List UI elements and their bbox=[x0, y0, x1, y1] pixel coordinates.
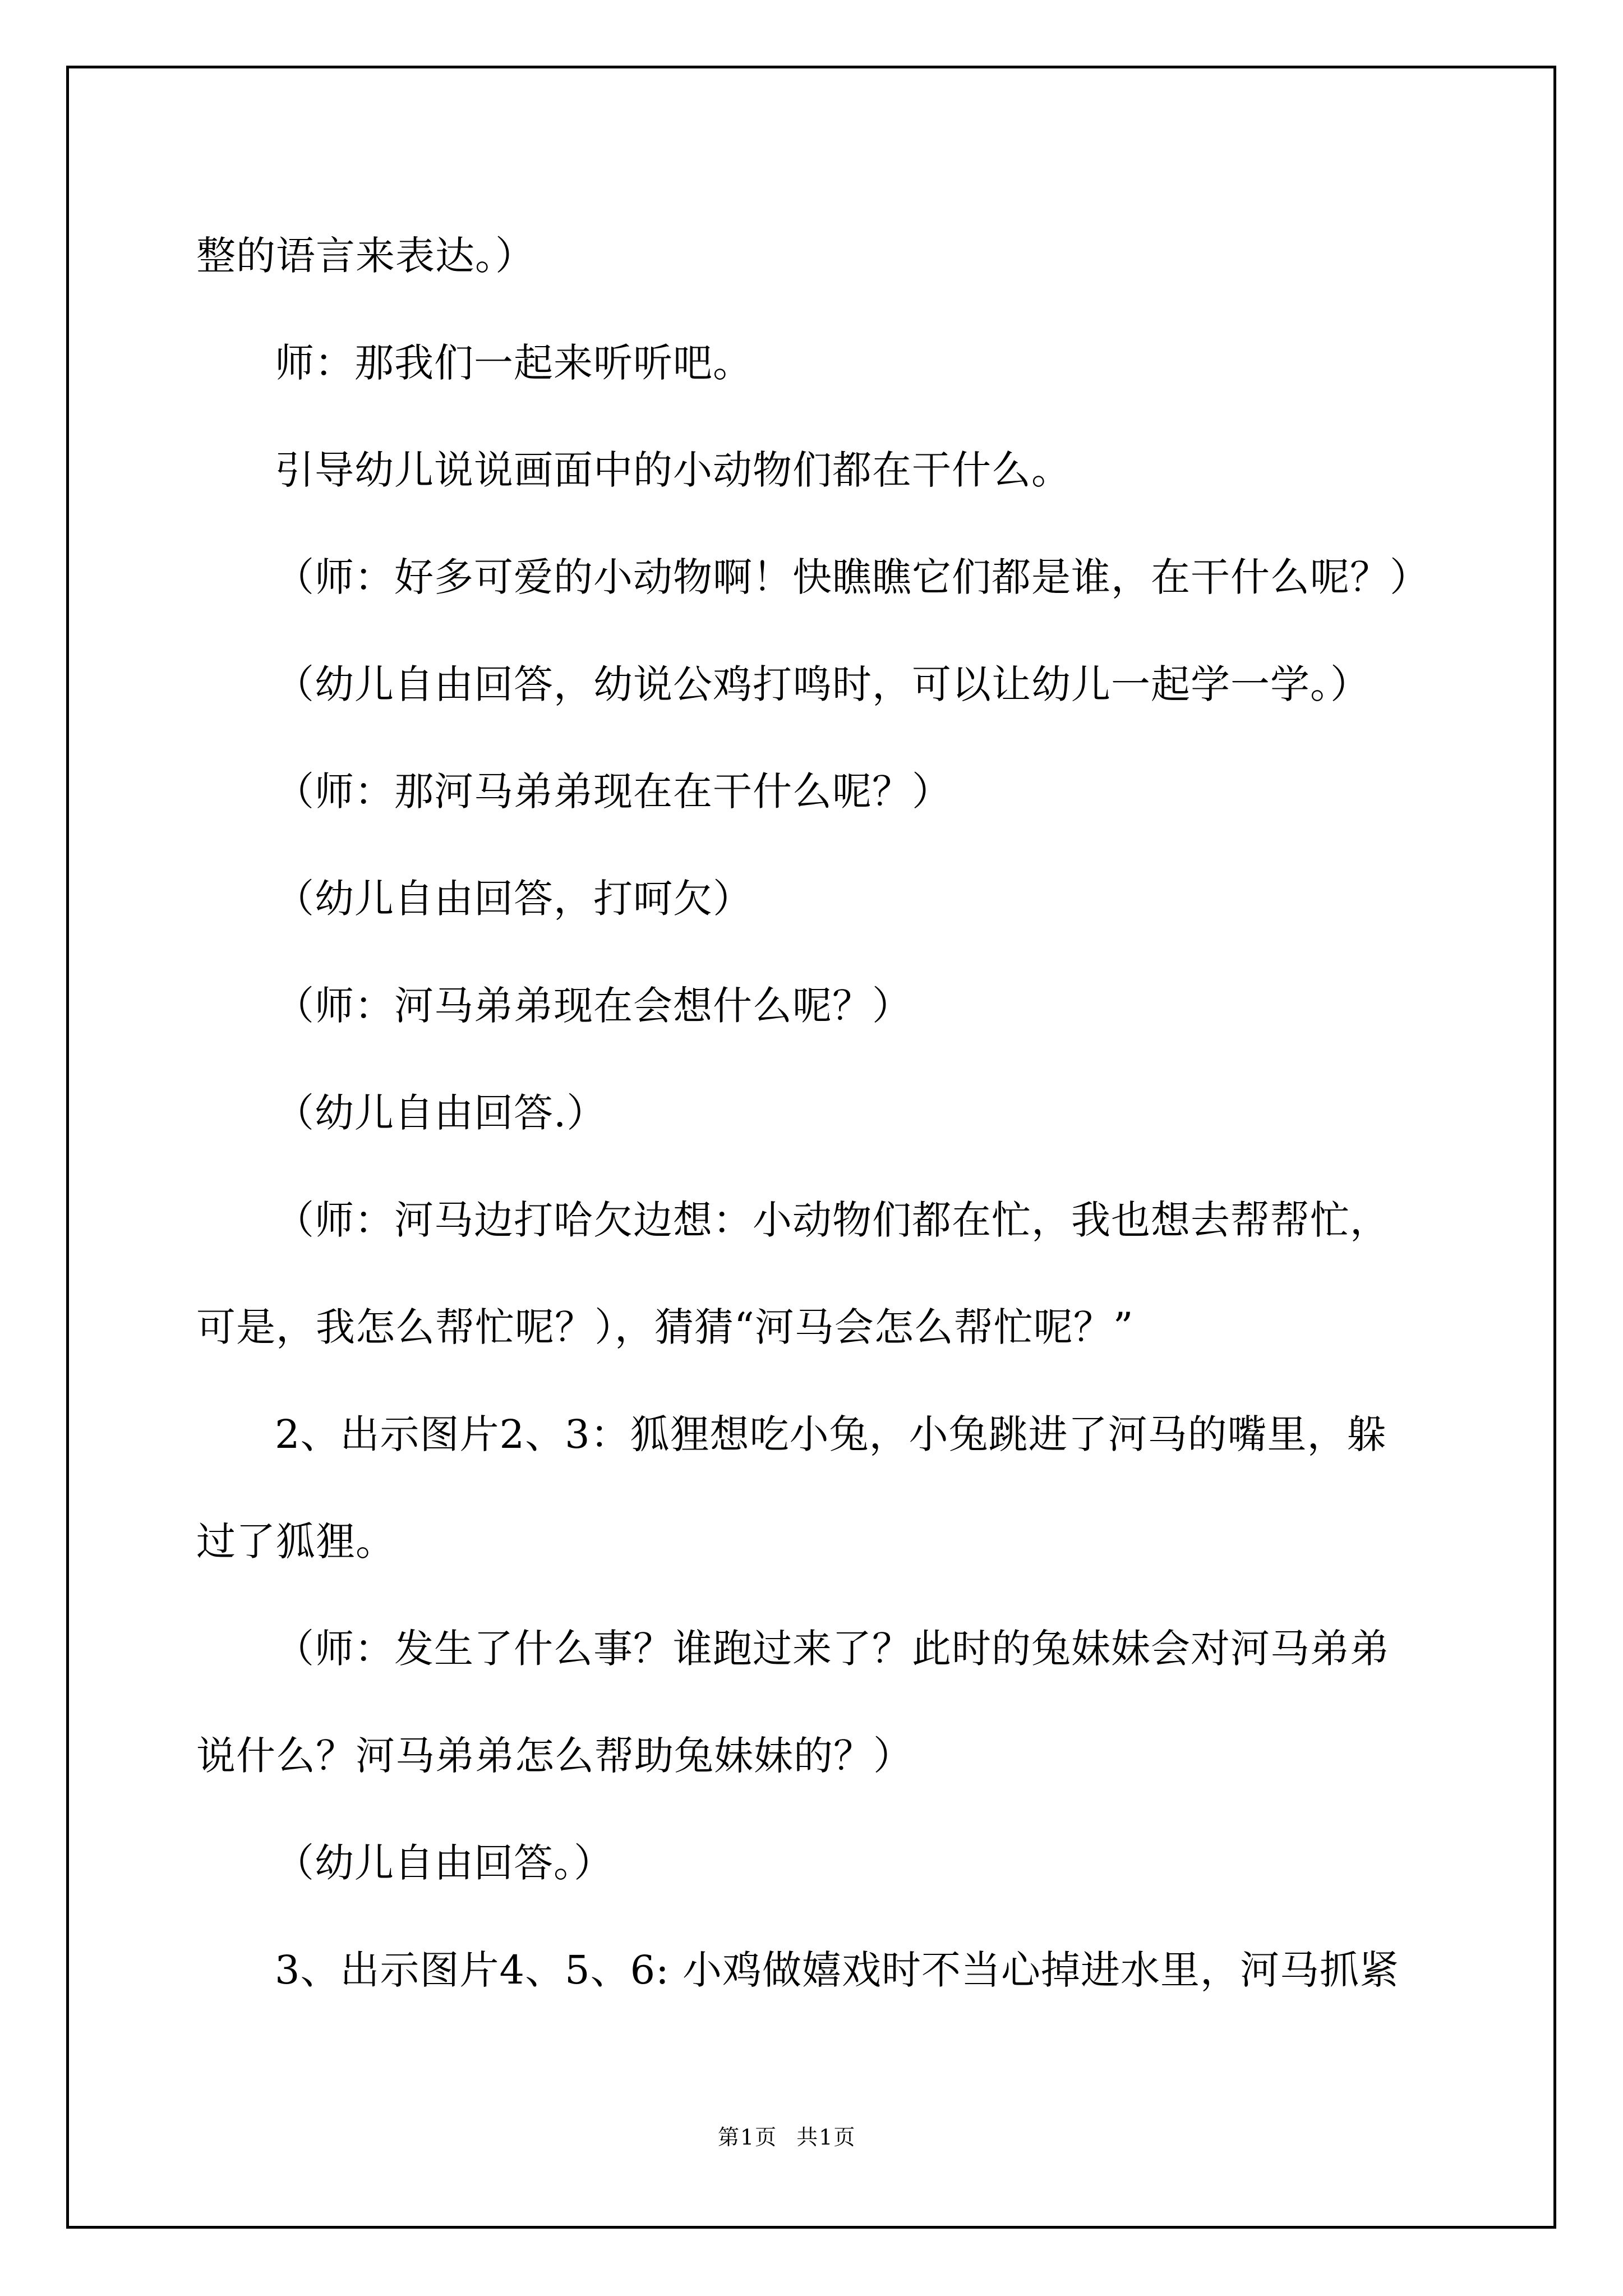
page-number-total: 共1页 bbox=[796, 2125, 856, 2150]
text-line: 师：那我们一起来听听吧。 bbox=[275, 340, 753, 386]
text-line: 3、出示图片4、5、6: 小鸡做嬉戏时不当心掉进水里，河马抓紧 bbox=[275, 1947, 1399, 1993]
text-line: 2、出示图片2、3：狐狸想吃小兔，小兔跳进了河马的嘴里，躲 bbox=[275, 1411, 1387, 1457]
text-line: （幼儿自由回答，幼说公鸡打鸣时，可以让幼儿一起学一学。） bbox=[275, 661, 1370, 707]
text-line: （师：发生了什么事？谁跑过来了？此时的兔妹妹会对河马弟弟 bbox=[275, 1626, 1390, 1672]
text-line: 整的语言来表达。） bbox=[196, 233, 535, 279]
text-line: （幼儿自由回答.） bbox=[275, 1090, 607, 1136]
text-line: 引导幼儿说说画面中的小动物们都在干什么。 bbox=[275, 447, 1071, 493]
text-line: （师：那河马弟弟现在在干什么呢？） bbox=[275, 769, 952, 815]
text-line: （幼儿自由回答。） bbox=[275, 1840, 614, 1886]
page-footer bbox=[718, 2125, 856, 2150]
text-line: （师：好多可爱的小动物啊！快瞧瞧它们都是谁，在干什么呢？） bbox=[275, 554, 1430, 600]
text-line: （师：河马弟弟现在会想什么呢？） bbox=[275, 983, 912, 1029]
text-line: 说什么？河马弟弟怎么帮助兔妹妹的？） bbox=[196, 1733, 913, 1779]
text-line: 过了狐狸。 bbox=[196, 1519, 395, 1565]
page-number-current: 第1页 bbox=[718, 2125, 778, 2150]
text-block bbox=[196, 203, 1464, 2024]
text-line: （师：河马边打哈欠边想：小动物们都在忙，我也想去帮帮忙， bbox=[275, 1197, 1390, 1243]
text-line: （幼儿自由回答，打呵欠） bbox=[275, 876, 753, 922]
text-line: 可是，我怎么帮忙呢？），猜猜“河马会怎么帮忙呢？” bbox=[196, 1304, 1134, 1350]
